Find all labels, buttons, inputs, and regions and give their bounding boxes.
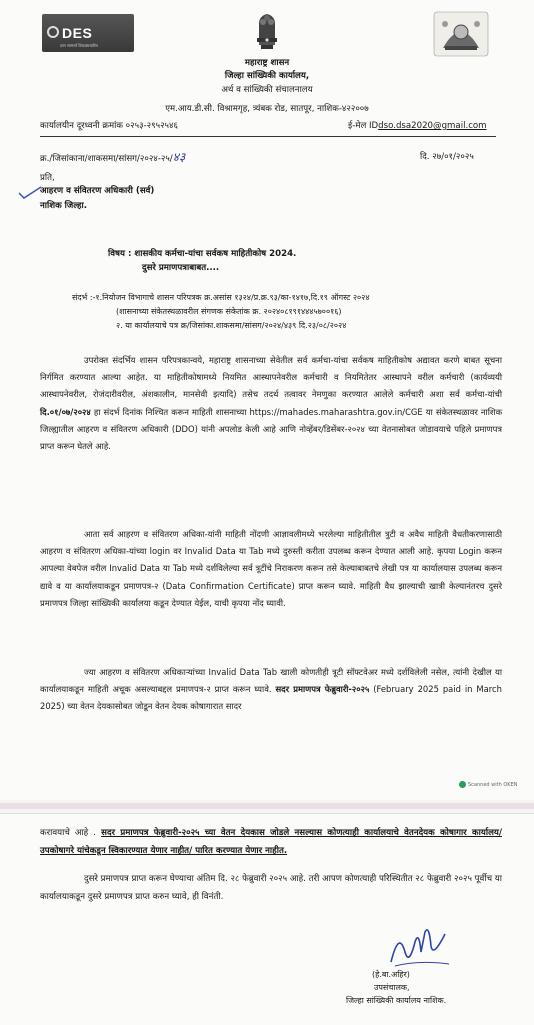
page2-text-a: करावयाचे आहे . (40, 828, 97, 838)
email-label: ई-मेल ID (348, 121, 379, 131)
paragraph-1-text-a: उपरोक्त संदर्भिय शासन परिपत्रकान्वये, महाराष्ट्र शासनाच्या सेवेतील सर्व कर्मचा-यांचा सर्वकष माहितीकोष अद्यावत करणे बाबत सूचना निर्गमित करण्यात आल्या आहेत. या माहितीकोषामध्ये नियमित आस्थापनेवरील कर्मचारी व नियमितेतर आस्थापने वरील कर्मचारी (कार्यव्ययी आस्थापनेवरील, रोजंदारीवरील, अंशकालीन, मानसेवी इत्यादि) तसेच तदर्थ तत्वावर नेमणुका करण्यात आलेले कर्मचारी अशा सर्व कर्मचा-यांची (40, 355, 502, 400)
email-address: dso.dsa2020@gmail.com (378, 121, 487, 131)
sandarbh-line1: संदर्भ :-१.नियोजन विभागाचे शासन परिपत्रक क्र.असांस १३२४/प्र.क्र.९३/का-१४१७,दि.१९ ऑगस्ट २०२४ (72, 293, 370, 302)
page2-bold-warning: सदर प्रमाणपत्र फेब्रुवारी-२०२५ च्या वेतन देयकास जोडले नसल्यास कोणत्याही कार्यालयाचे वेतनदेयक कोषागार कार्यालय/ उपकोषागरे यांचेकडून स्विकारण्यात येणार नाहीत/ पारित करण्यात येणार नाहीत. (40, 828, 503, 856)
recipient-line1: आहरण व संवितरण अधिकारी (सर्व) (40, 186, 155, 196)
directorate-title: अर्थ व सांख्यिकी संचालनालय (221, 85, 313, 95)
signature-icon (385, 922, 455, 972)
reference-date: दि. २७/०१/२०२५ (420, 152, 474, 162)
paragraph-1-text-b: हा संदर्भ दिनांक निश्चित करून माहिती शासनाच्या https://mahades.maharashtra.gov.in/CGE या संकेतस्थळावर नाशिक जिल्ह्यातील आहरण व संवितरण अधिकारी (DDO) यांनी अपलोड केली आहे आणि नोव्हेंबर/डिसेंबर-२०२४ च्या वेतनासोबत जोडावयाचे पहिले प्रमाणपत्र प्राप्त करून घेतले आहे. (40, 406, 502, 452)
signatory-name: (हे.बा.अहिर) (372, 970, 410, 979)
header-rule (40, 136, 496, 137)
paragraph-3 (40, 664, 502, 716)
page2-paragraph-1 (40, 824, 502, 860)
paragraph-2: आता सर्व आहरण व संवितरण अधिका-यांनी माहिती नोंदणी आज्ञावलीमध्ये भरलेल्या माहितीतील त्रुटी व अवैध माहिती वैधतीकरणासाठी आहरण व संवितरण अधिका-यांच्या login वर Invalid Data या Tab मध्ये दुरुस्ती करीता उपलब्ध करून देण्यात आली आहे. कृपया Login करून आपल्या वेबपेज वरील Invalid Data या Tab मध्ये दर्शविलेल्या सर्व त्रूटींचे निराकरण करून तसे केल्याबाबतचे लेखी पत्र या कार्यालयास उपलब्ध करून द्यावे व या कार्यालयाकडून प्रमाणपत्र-२ (Data Confirmation Certificate) प्राप्त करून घ्यावे. माहिती वैध झाल्याची खात्री केल्यानंतरच दुसरे प्रमाणपत्र जिल्हा सांख्यिकी कार्यालया कडून देण्यात येईल, याची कृपया नोंद घ्यावी. (40, 529, 502, 608)
subject-line2: दुसरे प्रमाणपत्राबाबत.... (142, 263, 220, 273)
checkmark-icon (18, 186, 42, 200)
ashoka-emblem-icon (253, 8, 281, 52)
paragraph-3-bold: सदर प्रमाणपत्र फेब्रुवारी-२०२५ (275, 684, 370, 695)
subject-line1: विषय : शासकीय कर्मचा-यांचा सर्वकष माहितीकोष 2024. (108, 249, 297, 259)
paragraph-1 (40, 352, 502, 455)
paragraph-3-text-a: ज्या आहरण व संवितरण अधिकाऱ्यांच्या Invalid Data Tab खाली कोणतीही त्रूटी सॉफ्टवेअर मध्ये दर्शविलेली नसेल, त्यांनी देखील या कार्यालयाकडून माहिती अचूक असल्याबद्दल प्रमाणपत्र-२ प्राप्त करून घ्यावे. (40, 667, 502, 695)
sandarbh-line2: (शासनाच्या संकेतस्थळावरील संगणक संकेतांक क्र. २०२४०८१९१४४४५७००१६) (116, 307, 342, 316)
paragraph-1-date: दि.०१/०७/२०२४ (40, 406, 91, 417)
reference-number-text: क्र./जिसांकाना/शाकसमा/सांसग/२०२४-२५/ (40, 154, 173, 164)
recipient-prati: प्रति, (40, 173, 55, 183)
sandarbh-line3: २. या कार्यालयाचे पत्र क्र/जिसांका.शाकसमा/सांसग/२०२४/४३९ दि.२३/०८/२०२४ (116, 321, 347, 330)
reference-handwritten-no: ४३ (172, 150, 186, 164)
ides-logo-text: DES (62, 25, 93, 41)
office-title: जिल्हा सांख्यिकी कार्यालय, (224, 71, 310, 81)
maharashtra-seal-icon (433, 10, 489, 58)
signatory-designation: उपसंचालक, (374, 983, 410, 992)
reference-number (40, 152, 185, 165)
office-email (348, 121, 487, 132)
page2-paragraph-2: दुसरे प्रमाणपत्र प्राप्त करून घेण्याचा अंतिम दि. २८ फेब्रुवारी २०२५ आहे. तरी आपण कोणत्याही परिस्थितीत २८ फेब्रुवारी २०२५ पूर्वीच या कार्यालयाकडून दुसरे प्रमाणपत्र प्राप्त करुन घ्यावे, ही विनंती. (40, 874, 502, 902)
govt-title: महाराष्ट्र शासन (244, 58, 290, 68)
ides-wheel-icon (47, 26, 59, 38)
office-phone: कार्यालयीन दूरध्वनी क्रमांक ०२५३-२९५२५४६ (40, 121, 178, 131)
scan-badge: Scanned with OKEN (468, 782, 518, 788)
office-address: एम.आय.डी.सी. विश्रामगृह, त्र्यंबक रोड, सातपूर, नाशिक-४२२००७ (165, 104, 369, 114)
paragraph-3-text-b: (February 2025 paid in March 2025) च्या वेतन देयकासोबत जोडून वेतन देयक कोषागारात सादर (40, 684, 502, 712)
ides-logo (42, 14, 134, 52)
signatory-office: जिल्हा सांख्यिकी कार्यालय नाशिक. (346, 996, 447, 1005)
recipient-line2: नाशिक जिल्हा. (40, 201, 88, 211)
page-divider (0, 803, 534, 809)
letter-page-2 (0, 813, 534, 1025)
ides-logo-subtitle: ज्ञान सामर्थ्य विकासाधारित (60, 43, 98, 48)
scanner-logo-icon (459, 781, 466, 788)
